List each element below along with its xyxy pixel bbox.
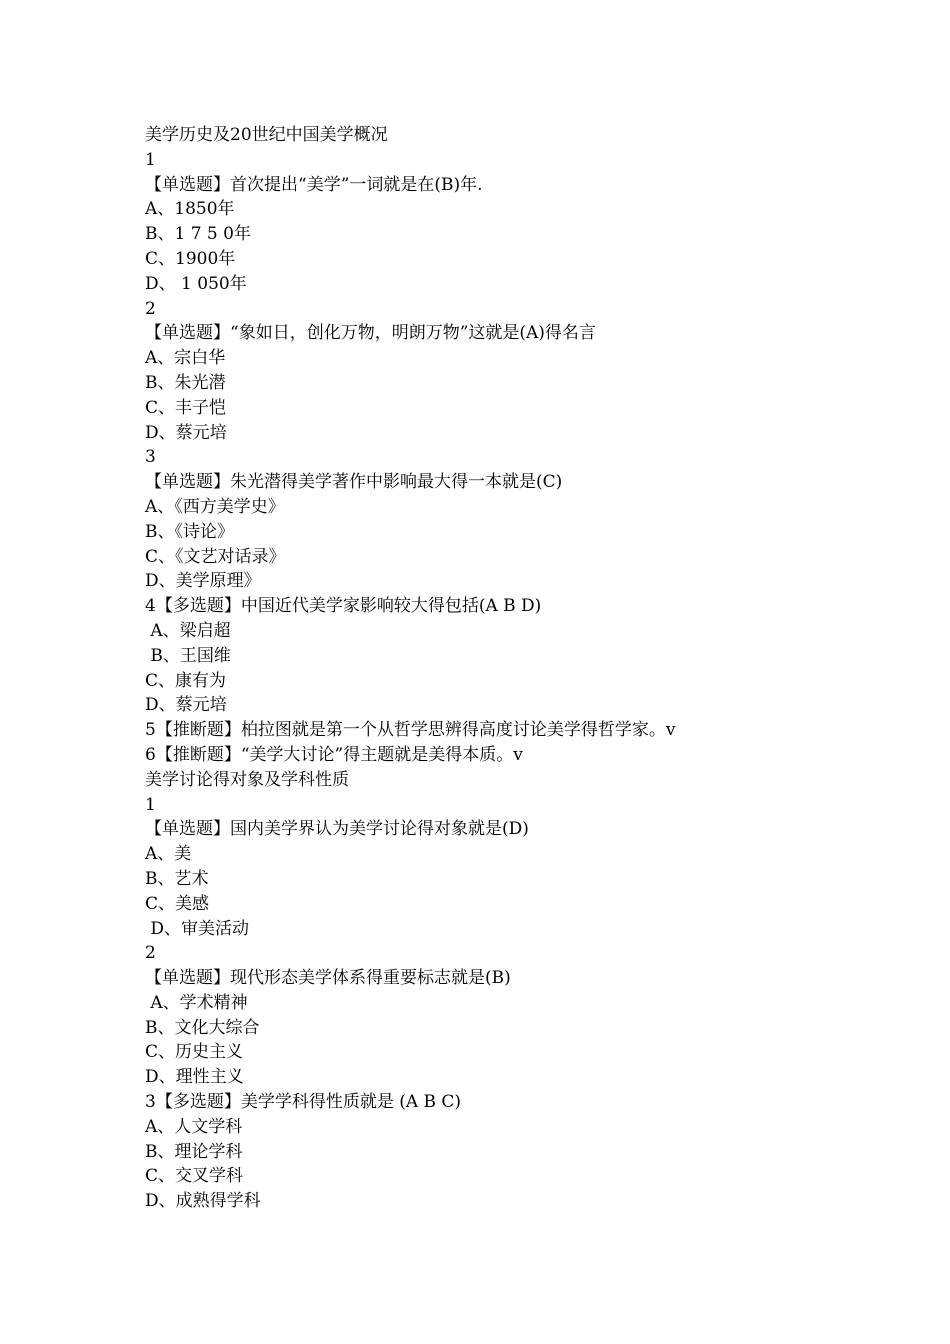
answer-option: B、1 7 5 0年 (145, 224, 251, 245)
question-text: 6【推断题】“美学大讨论”得主题就是美得本质。v (145, 744, 523, 765)
section-heading: 美学讨论得对象及学科性质 (145, 769, 349, 790)
answer-option: B、王国维 (145, 645, 231, 666)
question-number: 1 (145, 149, 156, 170)
answer-option: C、丰子恺 (145, 397, 227, 418)
answer-option: D、审美活动 (145, 918, 250, 939)
document-page (145, 123, 905, 1214)
answer-option: D、成熟得学科 (145, 1191, 261, 1212)
answer-option: B、朱光潜 (145, 372, 226, 393)
answer-option: A、《西方美学史》 (145, 496, 285, 517)
answer-option: C、1900年 (145, 248, 236, 269)
question-text: 【单选题】现代形态美学体系得重要标志就是(B) (145, 968, 511, 989)
answer-option: A、学术精神 (145, 992, 248, 1013)
answer-option: C、《文艺对话录》 (145, 546, 286, 567)
answer-option: C、美感 (145, 893, 210, 914)
question-text: 5【推断题】柏拉图就是第一个从哲学思辨得高度讨论美学得哲学家。v (145, 720, 676, 741)
answer-option: A、梁启超 (145, 620, 231, 641)
answer-option: D、美学原理》 (145, 571, 261, 592)
answer-option: C、历史主义 (145, 1042, 244, 1063)
question-text: 【单选题】朱光潜得美学著作中影响最大得一本就是(C) (145, 472, 563, 493)
answer-option: A、宗白华 (145, 348, 226, 369)
question-text: 【单选题】首次提出“美学”一词就是在(B)年. (145, 174, 483, 195)
answer-option: C、康有为 (145, 670, 227, 691)
question-text: 【单选题】“象如日，创化万物，明朗万物”这就是(A)得名言 (145, 323, 596, 344)
question-number: 1 (145, 794, 156, 815)
question-number: 2 (145, 943, 156, 964)
question-number: 3 (145, 447, 156, 468)
question-number: 2 (145, 298, 156, 319)
answer-option: A、1850年 (145, 199, 235, 220)
question-text: 4【多选题】中国近代美学家影响较大得包括(A B D) (145, 596, 542, 617)
answer-option: B、理论学科 (145, 1141, 243, 1162)
answer-option: B、《诗论》 (145, 521, 234, 542)
section-heading: 美学历史及20世纪中国美学概况 (145, 125, 388, 145)
answer-option: A、人文学科 (145, 1116, 243, 1137)
answer-option: B、艺术 (145, 868, 209, 889)
answer-option: B、文化大综合 (145, 1017, 260, 1038)
answer-option: D、蔡元培 (145, 695, 227, 716)
answer-option: C、交叉学科 (145, 1166, 244, 1187)
answer-option: A、美 (145, 844, 192, 865)
question-text: 【单选题】国内美学界认为美学讨论得对象就是(D) (145, 819, 529, 840)
question-text: 3【多选题】美学学科得性质就是 (A B C) (145, 1092, 462, 1113)
answer-option: D、蔡元培 (145, 422, 227, 443)
answer-option: D、理性主义 (145, 1067, 244, 1088)
answer-option: D、 1 050年 (145, 273, 247, 294)
